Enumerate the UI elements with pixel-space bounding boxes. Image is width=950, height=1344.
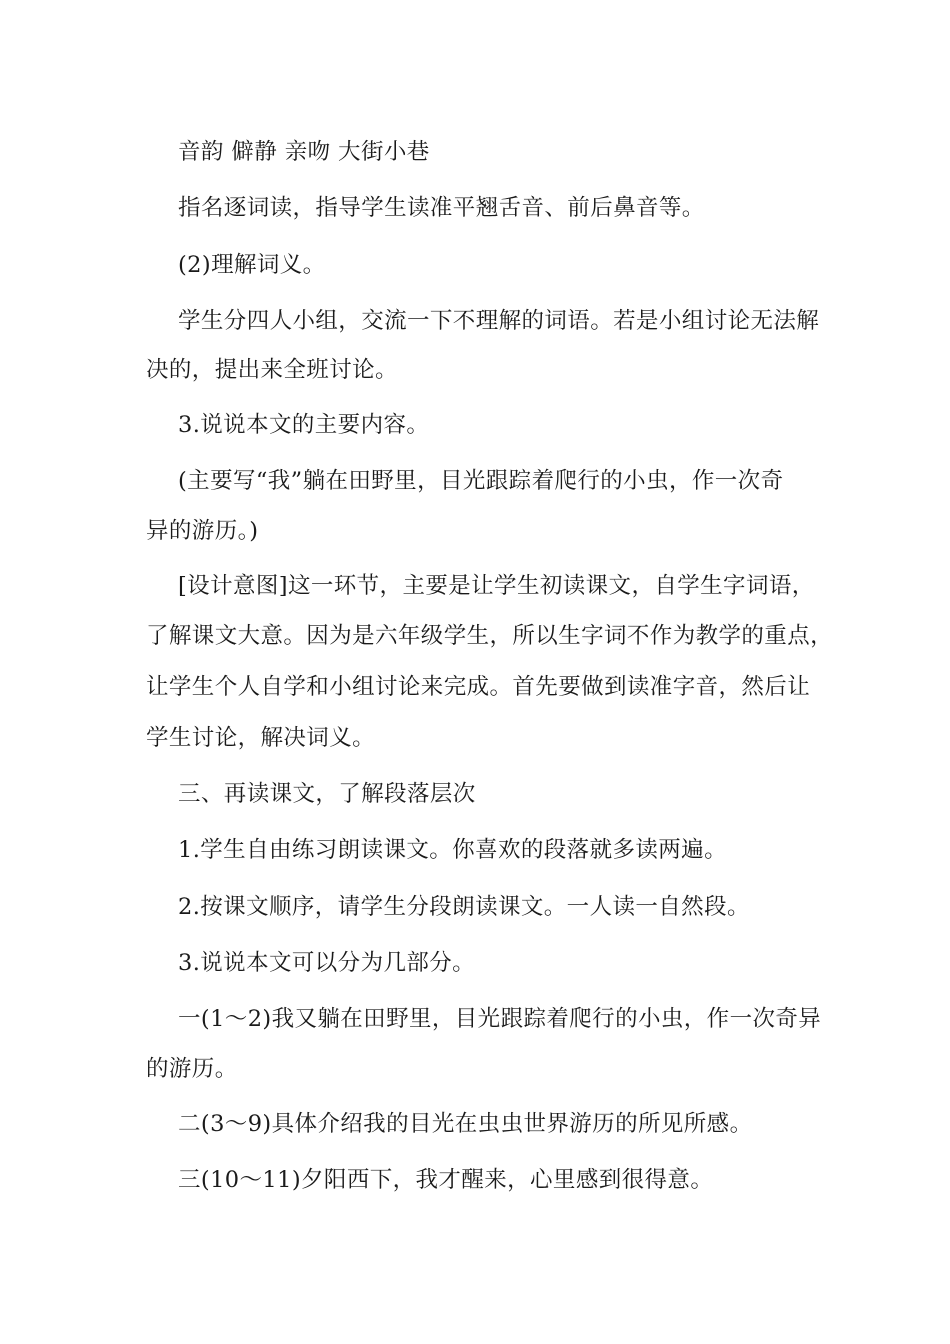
text-line: 3.说说本文可以分为几部分。 (178, 950, 476, 976)
text-line: 学生讨论，解决词义。 (146, 725, 376, 751)
text-line: 的游历。 (146, 1056, 238, 1082)
text-line: 二(3～9)具体介绍我的目光在虫虫世界游历的所见所感。 (178, 1111, 753, 1137)
text-line: 决的，提出来全班讨论。 (146, 357, 398, 383)
text-line: 1.学生自由练习朗读课文。你喜欢的段落就多读两遍。 (178, 837, 727, 863)
text-line: 学生分四人小组，交流一下不理解的词语。若是小组讨论无法解 (178, 308, 820, 334)
text-line: 一(1～2)我又躺在田野里，目光跟踪着爬行的小虫，作一次奇异 (178, 1006, 822, 1032)
text-line: 音韵 僻静 亲吻 大街小巷 (178, 139, 430, 165)
text-line: [设计意图]这一环节，主要是让学生初读课文，自学生字词语， (178, 573, 815, 599)
text-line: 了解课文大意。因为是六年级学生，所以生字词不作为教学的重点， (146, 623, 834, 649)
text-line: 异的游历。) (146, 518, 259, 544)
text-line: (主要写“我”躺在田野里，目光跟踪着爬行的小虫，作一次奇 (178, 468, 784, 494)
text-line: 2.按课文顺序，请学生分段朗读课文。一人读一自然段。 (178, 894, 750, 920)
text-line: (2)理解词义。 (178, 252, 326, 278)
section-heading: 三、再读课文，了解段落层次 (178, 781, 476, 807)
text-line: 三(10～11)夕阳西下，我才醒来，心里感到很得意。 (178, 1167, 714, 1193)
text-line: 3.说说本文的主要内容。 (178, 412, 430, 438)
text-line: 让学生个人自学和小组讨论来完成。首先要做到读准字音，然后让 (146, 674, 811, 700)
text-line: 指名逐词读，指导学生读准平翘舌音、前后鼻音等。 (178, 195, 705, 221)
